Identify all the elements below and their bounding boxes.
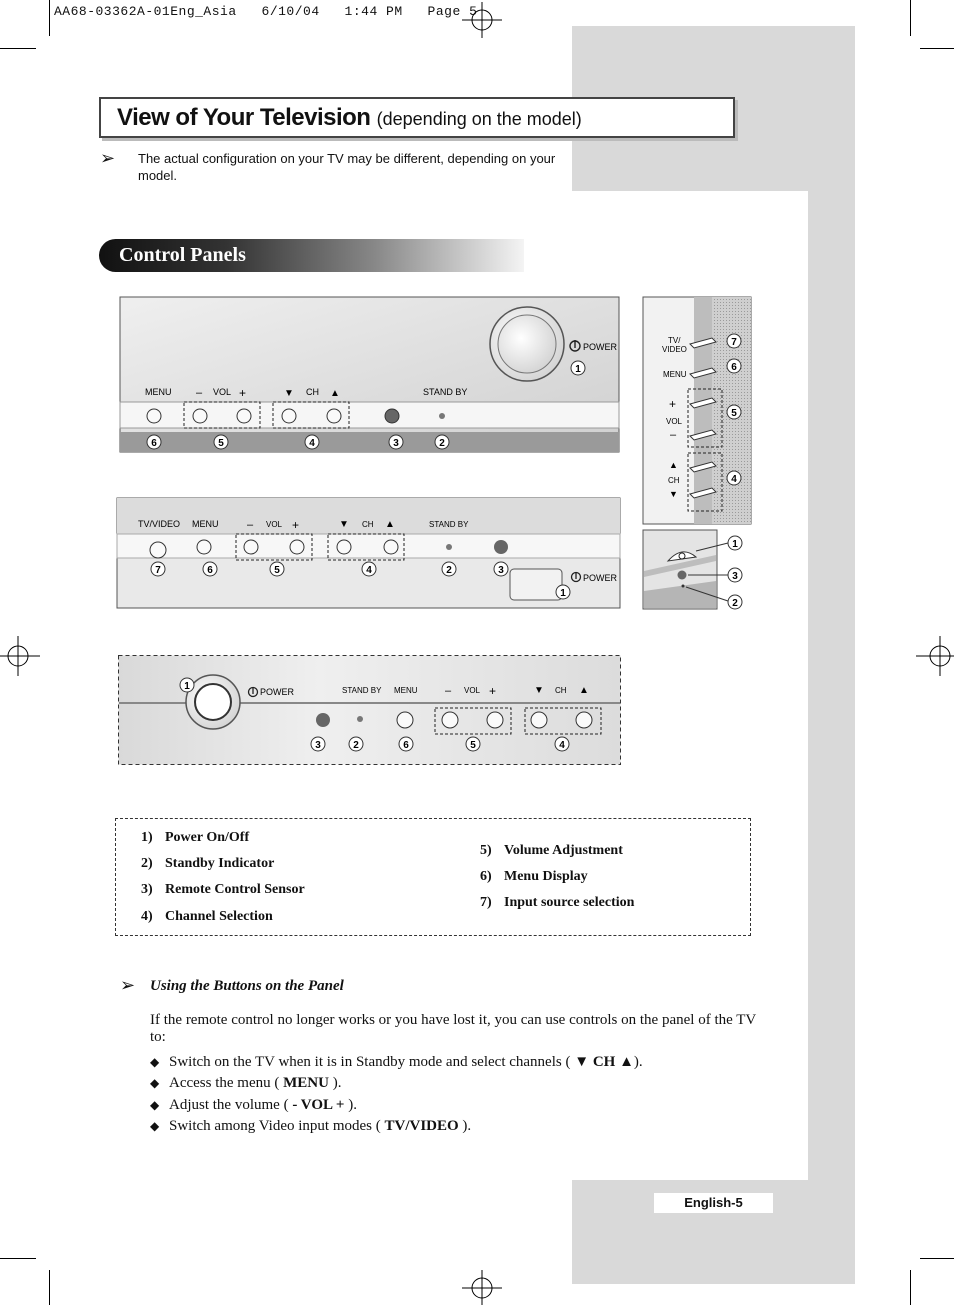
control-panel-side xyxy=(642,296,754,526)
callout-2-number: 2 xyxy=(439,438,445,449)
vol-minus-label: – xyxy=(196,387,203,399)
callout-4-number: 4 xyxy=(309,438,315,449)
ch-label: CH xyxy=(362,520,374,529)
vol-down-button[interactable] xyxy=(244,540,258,554)
menu-label: MENU xyxy=(663,370,687,379)
crop-mark xyxy=(0,1258,36,1259)
callout-3-number: 3 xyxy=(498,565,504,576)
legend-item: 3) Remote Control Sensor xyxy=(141,882,305,897)
registration-mark xyxy=(462,1270,502,1305)
callout-1-number: 1 xyxy=(732,539,738,550)
vol-up-button[interactable] xyxy=(487,712,503,728)
usage-title: Using the Buttons on the Panel xyxy=(150,978,344,994)
page-number: English-5 xyxy=(654,1193,773,1213)
legend-box xyxy=(115,818,751,936)
usage-intro: If the remote control no longer works or you have lost it, you can use controls on the panel of the TV to: xyxy=(150,1012,756,1045)
callout-4-number: 4 xyxy=(559,740,565,751)
ch-down-label: ▼ xyxy=(339,519,349,530)
power-button-inner xyxy=(498,315,556,373)
note-arrow-icon: ➢ xyxy=(120,975,136,995)
crop-mark xyxy=(920,48,954,49)
registration-mark xyxy=(916,636,954,676)
remote-sensor xyxy=(678,571,687,580)
ch-up-label: ▲ xyxy=(579,685,589,696)
legend-item: 2) Standby Indicator xyxy=(141,856,275,871)
vol-label: VOL xyxy=(464,686,481,695)
ch-down-button[interactable] xyxy=(337,540,351,554)
vol-label: VOL xyxy=(213,387,232,397)
ch-up-label: ▲ xyxy=(385,519,395,530)
standby-label: STAND BY xyxy=(342,686,382,695)
legend-item: 4) Channel Selection xyxy=(141,909,273,924)
power-button[interactable] xyxy=(510,569,562,600)
crop-mark xyxy=(920,1258,954,1259)
diamond-bullet-icon: ◆ xyxy=(150,1055,160,1069)
note-text: The actual configuration on your TV may be different, depending on your model. xyxy=(138,151,556,183)
video-label: VIDEO xyxy=(662,345,687,354)
callout-2-number: 2 xyxy=(732,598,738,609)
ch-down-label: ▼ xyxy=(284,388,294,399)
tv-video-label: TV/VIDEO xyxy=(138,519,181,529)
list-item: ◆ Adjust the volume ( - VOL + ). xyxy=(150,1097,357,1113)
menu-label: MENU xyxy=(192,519,219,529)
diamond-bullet-icon: ◆ xyxy=(150,1076,160,1090)
page-title-main: View of Your Television xyxy=(117,104,371,131)
callout-2-number: 2 xyxy=(446,565,452,576)
vol-up-button[interactable] xyxy=(237,409,251,423)
ch-down-button[interactable] xyxy=(282,409,296,423)
crop-mark xyxy=(910,0,911,36)
vol-minus-label: – xyxy=(670,429,677,441)
menu-label: MENU xyxy=(394,686,418,695)
control-panel-3 xyxy=(117,654,623,767)
sidebar-band-right xyxy=(808,26,855,1284)
ch-label: CH xyxy=(306,387,319,397)
power-label: POWER xyxy=(583,342,618,352)
legend-item: 6) Menu Display xyxy=(480,869,588,884)
page-title xyxy=(117,104,582,132)
vol-minus-label: – xyxy=(247,519,254,531)
page-title-sub: (depending on the model) xyxy=(376,109,582,129)
crop-mark xyxy=(0,48,36,49)
callout-5-number: 5 xyxy=(274,565,280,576)
section-header xyxy=(99,239,524,272)
button-strip xyxy=(117,534,620,558)
control-panel-corner-detail xyxy=(642,529,754,611)
callout-1-number: 1 xyxy=(575,364,581,375)
callout-6-number: 6 xyxy=(151,438,157,449)
control-panel-2 xyxy=(116,497,622,610)
callout-1-number: 1 xyxy=(184,681,190,692)
legend-item: 7) Input source selection xyxy=(480,895,635,910)
callout-5-number: 5 xyxy=(470,740,476,751)
callout-3-number: 3 xyxy=(315,740,321,751)
menu-button[interactable] xyxy=(197,540,211,554)
note-arrow-icon: ➢ xyxy=(100,148,116,168)
standby-indicator xyxy=(682,585,685,588)
tv-video-button[interactable] xyxy=(150,542,166,558)
list-item: ◆ Access the menu ( MENU ). xyxy=(150,1075,342,1091)
registration-mark xyxy=(0,636,40,676)
ch-up-button[interactable] xyxy=(576,712,592,728)
remote-sensor xyxy=(385,409,399,423)
standby-indicator xyxy=(446,544,452,550)
ch-label: CH xyxy=(668,476,680,485)
vol-down-button[interactable] xyxy=(442,712,458,728)
ch-up-label: ▲ xyxy=(330,388,340,399)
callout-4-number: 4 xyxy=(366,565,372,576)
diamond-bullet-icon: ◆ xyxy=(150,1119,160,1133)
power-label: POWER xyxy=(583,573,618,583)
callout-6-number: 6 xyxy=(403,740,409,751)
diamond-bullet-icon: ◆ xyxy=(150,1098,160,1112)
list-item: ◆ Switch on the TV when it is in Standby mode and select channels ( ▼ CH ▲). xyxy=(150,1054,643,1070)
power-label: POWER xyxy=(260,687,295,697)
ch-down-button[interactable] xyxy=(531,712,547,728)
callout-2-number: 2 xyxy=(353,740,359,751)
vol-plus-label: + xyxy=(489,684,497,698)
menu-button[interactable] xyxy=(147,409,161,423)
vol-down-button[interactable] xyxy=(193,409,207,423)
power-button-inner xyxy=(195,684,231,720)
standby-label: STAND BY xyxy=(429,520,469,529)
vol-label: VOL xyxy=(666,417,683,426)
callout-3-number: 3 xyxy=(732,571,738,582)
remote-sensor xyxy=(494,540,508,554)
vol-up-button[interactable] xyxy=(290,540,304,554)
standby-indicator xyxy=(357,716,363,722)
standby-label: STAND BY xyxy=(423,387,468,397)
ch-up-label: ▲ xyxy=(669,460,678,470)
callout-6-number: 6 xyxy=(207,565,213,576)
tv-label: TV/ xyxy=(668,336,681,345)
print-header: AA68-03362A-01Eng_Asia 6/10/04 1:44 PM Page 5 xyxy=(54,4,478,19)
legend-item: 5) Volume Adjustment xyxy=(480,843,623,858)
crop-mark xyxy=(910,1270,911,1305)
page-title-box xyxy=(99,97,735,138)
ch-up-button[interactable] xyxy=(327,409,341,423)
ch-label: CH xyxy=(555,686,567,695)
vol-minus-label: – xyxy=(445,685,452,697)
vol-plus-label: + xyxy=(669,397,677,411)
remote-sensor xyxy=(316,713,330,727)
callout-5-number: 5 xyxy=(731,408,737,419)
callout-1-number: 1 xyxy=(560,588,566,599)
legend-item: 1) Power On/Off xyxy=(141,830,250,845)
bottom-strip xyxy=(120,432,619,452)
section-title: Control Panels xyxy=(119,244,246,266)
menu-button[interactable] xyxy=(397,712,413,728)
callout-5-number: 5 xyxy=(218,438,224,449)
callout-6-number: 6 xyxy=(731,362,737,373)
callout-4-number: 4 xyxy=(731,474,737,485)
vol-plus-label: + xyxy=(239,386,247,400)
standby-indicator xyxy=(439,413,445,419)
vol-label: VOL xyxy=(266,520,283,529)
ch-down-label: ▼ xyxy=(669,489,678,499)
ch-down-label: ▼ xyxy=(534,685,544,696)
callout-7-number: 7 xyxy=(155,565,161,576)
ch-up-button[interactable] xyxy=(384,540,398,554)
vol-plus-label: + xyxy=(292,518,300,532)
control-panel-1 xyxy=(119,296,621,454)
callout-7-number: 7 xyxy=(731,337,737,348)
menu-label: MENU xyxy=(145,387,172,397)
crop-mark xyxy=(49,0,50,36)
list-item: ◆ Switch among Video input modes ( TV/VIDEO ). xyxy=(150,1118,472,1134)
callout-3-number: 3 xyxy=(393,438,399,449)
registration-mark xyxy=(462,2,502,38)
crop-mark xyxy=(49,1270,50,1305)
